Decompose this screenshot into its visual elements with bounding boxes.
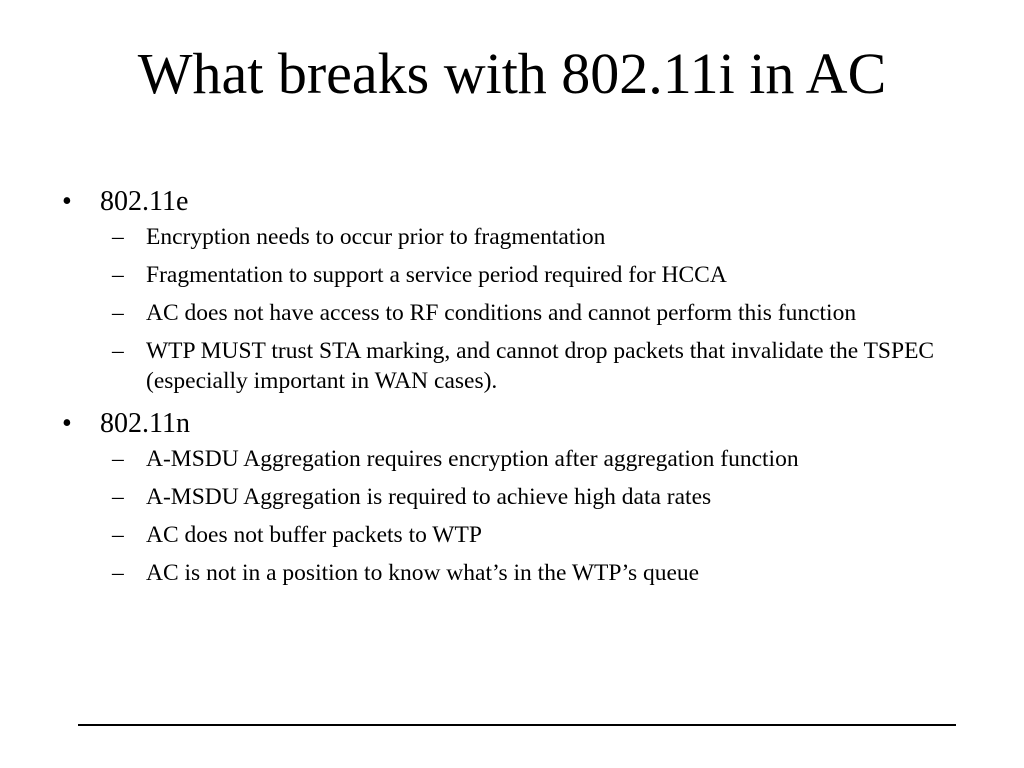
bullet-802-11n (62, 404, 952, 444)
dash-marker: – (112, 560, 124, 586)
slide-body (62, 182, 952, 596)
list-item-text: AC does not have access to RF conditions and cannot perform this function (146, 300, 857, 326)
list-item (112, 558, 952, 588)
footer-divider (78, 724, 956, 726)
sublist-802-11e (112, 222, 952, 396)
bullet-marker: • (62, 186, 72, 217)
dash-marker: – (112, 224, 124, 250)
sublist-802-11n (112, 444, 952, 588)
list-item-text: WTP MUST trust STA marking, and cannot drop packets that invalidate the TSPEC (especially important in WAN cases). (146, 338, 935, 394)
list-item (112, 482, 952, 512)
list-item (112, 260, 952, 290)
dash-marker: – (112, 338, 124, 364)
list-item-text: Fragmentation to support a service period required for HCCA (146, 262, 727, 288)
bullet-802-11e (62, 182, 952, 222)
slide-title: What breaks with 802.11i in AC (137, 41, 887, 106)
list-item-text: A-MSDU Aggregation is required to achieve high data rates (146, 484, 712, 510)
dash-marker: – (112, 522, 124, 548)
bullet-marker: • (62, 408, 72, 439)
list-item-text: AC does not buffer packets to WTP (146, 522, 482, 548)
list-item (112, 222, 952, 252)
list-item-text: A-MSDU Aggregation requires encryption after aggregation function (146, 446, 799, 472)
list-item (112, 520, 952, 550)
dash-marker: – (112, 262, 124, 288)
dash-marker: – (112, 300, 124, 326)
bullet-heading: 802.11n (100, 408, 190, 439)
list-item-text: Encryption needs to occur prior to fragmentation (146, 224, 606, 250)
list-item (112, 444, 952, 474)
list-item (112, 298, 952, 328)
dash-marker: – (112, 484, 124, 510)
dash-marker: – (112, 446, 124, 472)
list-item (112, 336, 952, 396)
bullet-heading: 802.11e (100, 186, 189, 217)
list-item-text: AC is not in a position to know what’s in the WTP’s queue (146, 560, 700, 586)
